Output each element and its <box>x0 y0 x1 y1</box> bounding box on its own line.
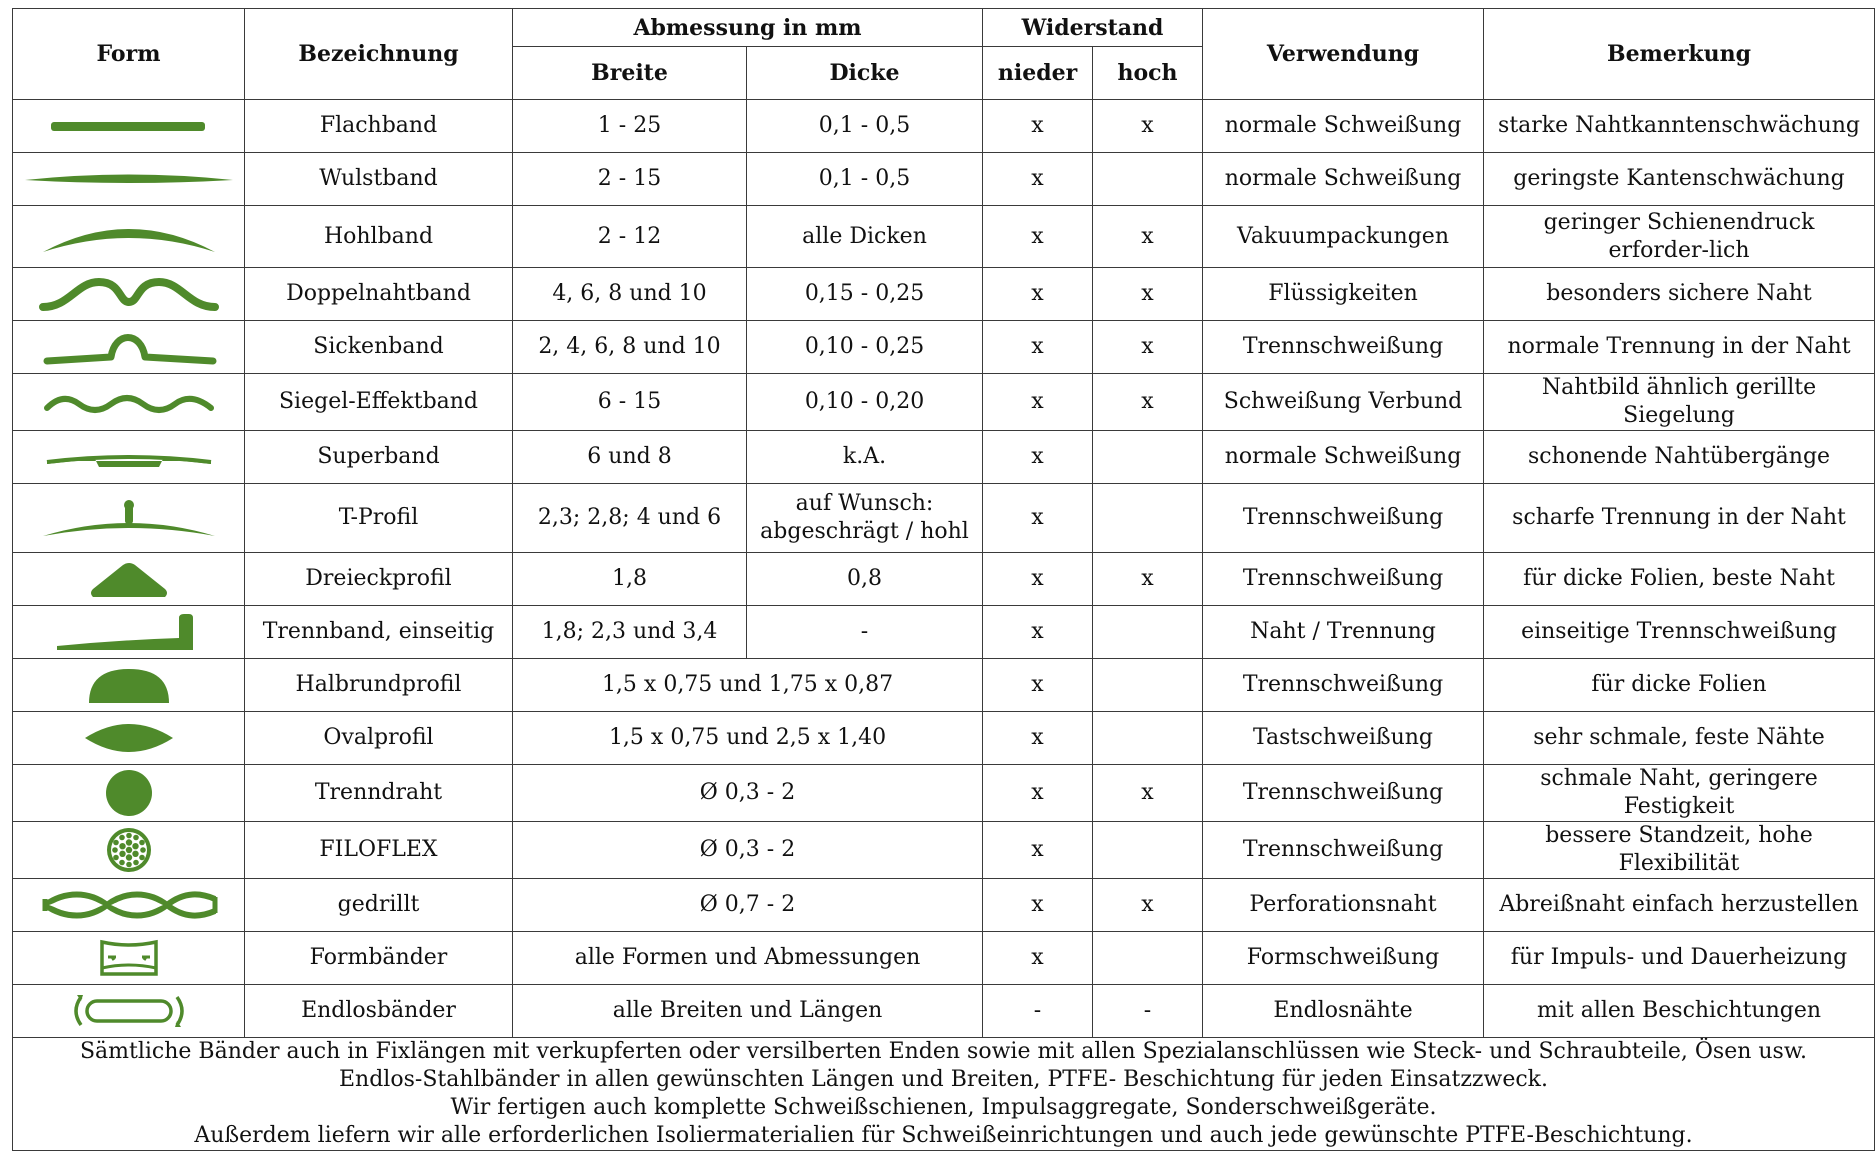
nieder-cell: x <box>983 879 1093 932</box>
header-hoch: hoch <box>1093 47 1203 100</box>
dicke-cell: alle Dicken <box>747 206 983 268</box>
abmessung-merged-cell: Ø 0,3 - 2 <box>513 822 983 879</box>
table-row <box>13 206 1875 268</box>
dicke-cell: - <box>747 606 983 659</box>
breite-cell: 2 - 12 <box>513 206 747 268</box>
table-row <box>13 268 1875 321</box>
header-widerstand: Widerstand <box>983 9 1203 47</box>
welding-bands-table <box>12 8 1875 1151</box>
hoch-cell <box>1093 822 1203 879</box>
breite-cell: 2, 4, 6, 8 und 10 <box>513 321 747 374</box>
nieder-cell: x <box>983 268 1093 321</box>
header-bezeichnung: Bezeichnung <box>245 9 513 100</box>
header-nieder: nieder <box>983 47 1093 100</box>
verwendung-cell: Formschweißung <box>1203 932 1484 985</box>
nieder-cell: x <box>983 606 1093 659</box>
abmessung-merged-cell: 1,5 x 0,75 und 2,5 x 1,40 <box>513 712 983 765</box>
abmessung-merged-cell: Ø 0,7 - 2 <box>513 879 983 932</box>
band-name: Doppelnahtband <box>245 268 513 321</box>
dicke-line-1: auf Wunsch: <box>795 491 934 516</box>
hoch-cell: x <box>1093 100 1203 153</box>
bemerkung-cell: sehr schmale, feste Nähte <box>1484 712 1875 765</box>
table-row <box>13 374 1875 431</box>
verwendung-cell: Schweißung Verbund <box>1203 374 1484 431</box>
hoch-cell: x <box>1093 206 1203 268</box>
nieder-cell: x <box>983 321 1093 374</box>
breite-cell: 4, 6, 8 und 10 <box>513 268 747 321</box>
hoch-cell <box>1093 659 1203 712</box>
band-name: Wulstband <box>245 153 513 206</box>
note-line: Wir fertigen auch komplette Schweißschienen, Impulsaggregate, Sonderschweißgeräte. <box>450 1095 1437 1120</box>
hoch-cell: - <box>1093 985 1203 1038</box>
one-sided-cutting-band-shape-icon <box>29 610 229 654</box>
breite-cell: 1,8 <box>513 553 747 606</box>
nieder-cell: x <box>983 712 1093 765</box>
table-row <box>13 879 1875 932</box>
bemerkung-cell: starke Nahtkanntenschwächung <box>1484 100 1875 153</box>
nieder-cell: x <box>983 484 1093 553</box>
breite-cell: 2 - 15 <box>513 153 747 206</box>
table-row <box>13 153 1875 206</box>
nieder-cell: x <box>983 932 1093 985</box>
band-name: Hohlband <box>245 206 513 268</box>
verwendung-cell: Trennschweißung <box>1203 484 1484 553</box>
abmessung-merged-cell: 1,5 x 0,75 und 1,75 x 0,87 <box>513 659 983 712</box>
verwendung-cell: normale Schweißung <box>1203 153 1484 206</box>
verwendung-cell: Tastschweißung <box>1203 712 1484 765</box>
dicke-cell <box>747 484 983 553</box>
breite-cell: 2,3; 2,8; 4 und 6 <box>513 484 747 553</box>
seal-effect-band-shape-icon <box>29 382 229 422</box>
verwendung-cell: normale Schweißung <box>1203 100 1484 153</box>
verwendung-cell: Flüssigkeiten <box>1203 268 1484 321</box>
nieder-cell: x <box>983 206 1093 268</box>
nieder-cell: x <box>983 822 1093 879</box>
band-name: Ovalprofil <box>245 712 513 765</box>
band-name: Trenndraht <box>245 765 513 822</box>
header-breite: Breite <box>513 47 747 100</box>
bemerkung-cell: normale Trennung in der Naht <box>1484 321 1875 374</box>
band-name: Siegel-Effektband <box>245 374 513 431</box>
bemerkung-cell: scharfe Trennung in der Naht <box>1484 484 1875 553</box>
breite-cell: 1,8; 2,3 und 3,4 <box>513 606 747 659</box>
hollow-band-shape-icon <box>29 212 229 262</box>
verwendung-cell: Trennschweißung <box>1203 822 1484 879</box>
nieder-cell: x <box>983 374 1093 431</box>
bemerkung-cell: für dicke Folien, beste Naht <box>1484 553 1875 606</box>
verwendung-cell: Trennschweißung <box>1203 659 1484 712</box>
hoch-cell: x <box>1093 321 1203 374</box>
bead-ridge-band-shape-icon <box>29 327 229 367</box>
shaped-band-shape-icon <box>29 936 229 980</box>
half-round-profile-shape-icon <box>29 663 229 707</box>
abmessung-merged-cell: Ø 0,3 - 2 <box>513 765 983 822</box>
abmessung-merged-cell: alle Formen und Abmessungen <box>513 932 983 985</box>
band-name: T-Profil <box>245 484 513 553</box>
nieder-cell: - <box>983 985 1093 1038</box>
table-row <box>13 765 1875 822</box>
dicke-cell: k.A. <box>747 431 983 484</box>
band-name: Superband <box>245 431 513 484</box>
nieder-cell: x <box>983 553 1093 606</box>
endless-band-shape-icon <box>29 989 229 1033</box>
verwendung-cell: Trennschweißung <box>1203 321 1484 374</box>
table-row <box>13 822 1875 879</box>
header-abmessung: Abmessung in mm <box>513 9 983 47</box>
verwendung-cell: Vakuumpackungen <box>1203 206 1484 268</box>
super-band-shape-icon <box>29 437 229 477</box>
notes-cell <box>13 1038 1875 1151</box>
verwendung-cell: normale Schweißung <box>1203 431 1484 484</box>
band-name: FILOFLEX <box>245 822 513 879</box>
dicke-line-2: abgeschrägt / hohl <box>760 519 969 544</box>
header-dicke: Dicke <box>747 47 983 100</box>
verwendung-cell: Perforationsnaht <box>1203 879 1484 932</box>
hoch-cell: x <box>1093 268 1203 321</box>
band-name: Flachband <box>245 100 513 153</box>
bemerkung-cell: Abreißnaht einfach herzustellen <box>1484 879 1875 932</box>
hoch-cell <box>1093 484 1203 553</box>
hoch-cell <box>1093 712 1203 765</box>
nieder-cell: x <box>983 153 1093 206</box>
band-name: gedrillt <box>245 879 513 932</box>
dicke-cell: 0,1 - 0,5 <box>747 153 983 206</box>
dicke-cell: 0,15 - 0,25 <box>747 268 983 321</box>
t-profile-shape-icon <box>29 490 229 546</box>
bemerkung-cell: für Impuls- und Dauerheizung <box>1484 932 1875 985</box>
header-bemerkung: Bemerkung <box>1484 9 1875 100</box>
bemerkung-cell: mit allen Beschichtungen <box>1484 985 1875 1038</box>
hoch-cell <box>1093 932 1203 985</box>
note-line: Außerdem liefern wir alle erforderlichen Isoliermaterialien für Schweißeinrichtungen und auch jede gewünschte PTFE-Beschichtung. <box>194 1123 1693 1148</box>
table-row <box>13 606 1875 659</box>
hoch-cell: x <box>1093 879 1203 932</box>
header-form: Form <box>13 9 245 100</box>
nieder-cell: x <box>983 765 1093 822</box>
table-row <box>13 659 1875 712</box>
table-row <box>13 100 1875 153</box>
dicke-cell: 0,10 - 0,20 <box>747 374 983 431</box>
hoch-cell <box>1093 153 1203 206</box>
breite-cell: 6 und 8 <box>513 431 747 484</box>
filoflex-strand-shape-icon <box>29 826 229 874</box>
nieder-cell: x <box>983 659 1093 712</box>
double-seam-band-shape-icon <box>29 274 229 314</box>
abmessung-merged-cell: alle Breiten und Längen <box>513 985 983 1038</box>
table-row <box>13 321 1875 374</box>
hoch-cell <box>1093 606 1203 659</box>
oval-profile-shape-icon <box>29 716 229 760</box>
flat-band-shape-icon <box>29 106 229 146</box>
verwendung-cell: Naht / Trennung <box>1203 606 1484 659</box>
hoch-cell: x <box>1093 374 1203 431</box>
bemerkung-cell: geringer Schienendruck erforder-lich <box>1484 206 1875 268</box>
note-line: Sämtliche Bänder auch in Fixlängen mit verkupferten oder versilberten Enden sowie mit allen Spezialanschlüssen wie Steck- und Schraubteile, Ösen usw. <box>79 1039 1808 1064</box>
dicke-cell: 0,1 - 0,5 <box>747 100 983 153</box>
breite-cell: 6 - 15 <box>513 374 747 431</box>
band-name: Halbrundprofil <box>245 659 513 712</box>
breite-cell: 1 - 25 <box>513 100 747 153</box>
twisted-wire-shape-icon <box>29 885 229 925</box>
nieder-cell: x <box>983 431 1093 484</box>
bemerkung-cell: schonende Nahtübergänge <box>1484 431 1875 484</box>
table-row <box>13 712 1875 765</box>
verwendung-cell: Endlosnähte <box>1203 985 1484 1038</box>
band-name: Dreieckprofil <box>245 553 513 606</box>
bemerkung-cell: einseitige Trennschweißung <box>1484 606 1875 659</box>
bemerkung-cell: bessere Standzeit, hohe Flexibilität <box>1484 822 1875 879</box>
table-row <box>13 932 1875 985</box>
bemerkung-cell: schmale Naht, geringere Festigkeit <box>1484 765 1875 822</box>
dicke-cell: 0,10 - 0,25 <box>747 321 983 374</box>
table-row <box>13 985 1875 1038</box>
bemerkung-cell: geringste Kantenschwächung <box>1484 153 1875 206</box>
band-name: Sickenband <box>245 321 513 374</box>
bemerkung-cell: besonders sichere Naht <box>1484 268 1875 321</box>
table-row <box>13 431 1875 484</box>
band-name: Endlosbänder <box>245 985 513 1038</box>
dicke-cell: 0,8 <box>747 553 983 606</box>
hoch-cell: x <box>1093 553 1203 606</box>
notes-row <box>13 1038 1875 1151</box>
cutting-wire-shape-icon <box>29 769 229 817</box>
verwendung-cell: Trennschweißung <box>1203 765 1484 822</box>
verwendung-cell: Trennschweißung <box>1203 553 1484 606</box>
triangle-profile-shape-icon <box>29 557 229 601</box>
hoch-cell <box>1093 431 1203 484</box>
table-row <box>13 553 1875 606</box>
header-verwendung: Verwendung <box>1203 9 1484 100</box>
bead-band-shape-icon <box>19 159 239 199</box>
bemerkung-cell: Nahtbild ähnlich gerillte Siegelung <box>1484 374 1875 431</box>
table-row <box>13 484 1875 553</box>
hoch-cell: x <box>1093 765 1203 822</box>
note-line: Endlos-Stahlbänder in allen gewünschten Längen und Breiten, PTFE- Beschichtung für jeden Einsatzzweck. <box>339 1067 1549 1092</box>
bemerkung-cell: für dicke Folien <box>1484 659 1875 712</box>
nieder-cell: x <box>983 100 1093 153</box>
band-name: Trennband, einseitig <box>245 606 513 659</box>
band-name: Formbänder <box>245 932 513 985</box>
